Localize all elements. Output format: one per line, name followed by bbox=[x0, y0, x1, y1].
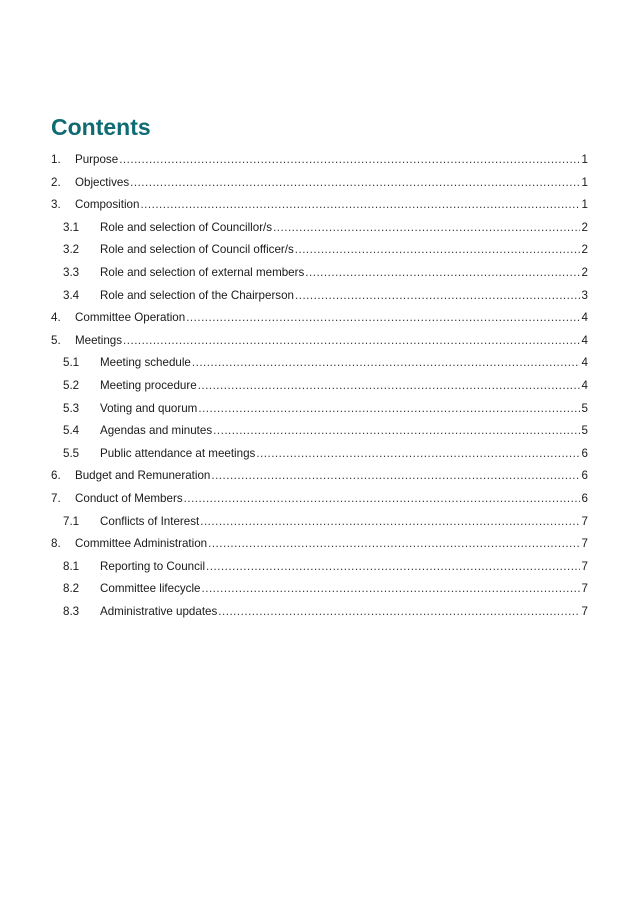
toc-subentry[interactable] bbox=[51, 262, 588, 285]
toc-entry-number: 2. bbox=[51, 175, 61, 189]
dot-leader bbox=[130, 172, 580, 195]
toc-entry[interactable] bbox=[51, 465, 588, 488]
toc-entry-number: 5.3 bbox=[63, 401, 80, 415]
toc-subentry[interactable] bbox=[51, 601, 588, 624]
toc-entry-label: Committee lifecycle bbox=[100, 582, 201, 596]
toc-entry-label: Objectives bbox=[75, 175, 130, 189]
toc-entry-page: 7 bbox=[581, 559, 588, 573]
toc-entry-label: Conflicts of Interest bbox=[100, 514, 200, 528]
toc-entry-label: Voting and quorum bbox=[100, 401, 198, 415]
toc-entry-page: 1 bbox=[581, 153, 588, 166]
toc-entry-page: 5 bbox=[581, 401, 588, 415]
toc-entry[interactable] bbox=[51, 194, 588, 217]
toc-entry-label: Role and selection of Council officer/s bbox=[100, 243, 294, 257]
toc-entry-number: 7. bbox=[51, 491, 61, 505]
toc-entry-number: 6. bbox=[51, 469, 61, 483]
dot-leader bbox=[256, 443, 580, 466]
toc-entry-page: 6 bbox=[581, 491, 588, 505]
dot-leader bbox=[192, 352, 580, 375]
toc-subentry[interactable] bbox=[51, 420, 588, 443]
toc-entry-number: 8.2 bbox=[63, 582, 80, 596]
dot-leader bbox=[206, 556, 580, 579]
dot-leader bbox=[123, 330, 580, 353]
toc-entry-label: Composition bbox=[75, 198, 140, 212]
toc-entry-number: 5.5 bbox=[63, 446, 80, 460]
toc-entry-number: 8.3 bbox=[63, 604, 80, 618]
toc-entry-page: 6 bbox=[581, 469, 588, 483]
dot-leader bbox=[184, 488, 580, 511]
toc-entry-number: 4. bbox=[51, 311, 61, 325]
toc-entry-number: 8.1 bbox=[63, 559, 80, 573]
toc-entry-page: 2 bbox=[581, 220, 588, 234]
dot-leader bbox=[198, 375, 580, 398]
toc-entry-number: 3.3 bbox=[63, 265, 80, 279]
toc-subentry[interactable] bbox=[51, 285, 588, 308]
table-of-contents bbox=[51, 149, 588, 623]
toc-subentry[interactable] bbox=[51, 398, 588, 421]
toc-entry-number: 3.4 bbox=[63, 288, 80, 302]
toc-entry-number: 5.4 bbox=[63, 424, 80, 438]
toc-entry-label: Meeting schedule bbox=[100, 356, 191, 370]
toc-subentry[interactable] bbox=[51, 578, 588, 601]
toc-entry-label: Public attendance at meetings bbox=[100, 446, 256, 460]
toc-entry[interactable] bbox=[51, 172, 588, 195]
toc-entry-page: 4 bbox=[581, 378, 588, 392]
toc-entry-page: 2 bbox=[581, 243, 588, 257]
dot-leader bbox=[273, 217, 580, 240]
toc-entry-page: 7 bbox=[581, 604, 588, 618]
toc-subentry[interactable] bbox=[51, 511, 588, 534]
toc-entry-label: Role and selection of external members bbox=[100, 265, 305, 279]
toc-entry-label: Administrative updates bbox=[100, 604, 218, 618]
toc-entry-label: Committee Administration bbox=[75, 537, 208, 551]
toc-entry[interactable] bbox=[51, 149, 588, 172]
toc-entry-number: 5.2 bbox=[63, 378, 80, 392]
toc-entry-label: Role and selection of Councillor/s bbox=[100, 220, 273, 234]
toc-entry-label: Agendas and minutes bbox=[100, 424, 213, 438]
toc-subentry[interactable] bbox=[51, 443, 588, 466]
toc-entry-number: 3.2 bbox=[63, 243, 80, 257]
toc-entry-number: 1. bbox=[51, 153, 61, 166]
dot-leader bbox=[186, 307, 580, 330]
toc-subentry[interactable] bbox=[51, 217, 588, 240]
toc-entry-label: Role and selection of the Chairperson bbox=[100, 288, 294, 302]
toc-entry-number: 3. bbox=[51, 198, 61, 212]
toc-entry-page: 1 bbox=[581, 198, 588, 212]
dot-leader bbox=[198, 398, 580, 421]
toc-entry-number: 5. bbox=[51, 333, 61, 347]
dot-leader bbox=[295, 239, 580, 262]
toc-entry-label: Meeting procedure bbox=[100, 378, 197, 392]
dot-leader bbox=[119, 149, 580, 172]
toc-entry-number: 8. bbox=[51, 537, 61, 551]
toc-entry[interactable] bbox=[51, 533, 588, 556]
toc-entry-page: 7 bbox=[581, 582, 588, 596]
toc-entry-label: Committee Operation bbox=[75, 311, 186, 325]
toc-entry-page: 7 bbox=[581, 537, 588, 551]
toc-entry-label: Conduct of Members bbox=[75, 491, 183, 505]
toc-entry-number: 3.1 bbox=[63, 220, 80, 234]
toc-entry-page: 6 bbox=[581, 446, 588, 460]
toc-entry-label: Meetings bbox=[75, 333, 123, 347]
toc-entry-number: 5.1 bbox=[63, 356, 80, 370]
dot-leader bbox=[305, 262, 580, 285]
toc-entry[interactable] bbox=[51, 330, 588, 353]
toc-entry-page: 7 bbox=[581, 514, 588, 528]
dot-leader bbox=[140, 194, 580, 217]
contents-heading: Contents bbox=[51, 114, 151, 140]
dot-leader bbox=[213, 420, 580, 443]
dot-leader bbox=[295, 285, 580, 308]
dot-leader bbox=[208, 533, 580, 556]
dot-leader bbox=[211, 465, 580, 488]
toc-entry-page: 5 bbox=[581, 424, 588, 438]
toc-entry-label: Reporting to Council bbox=[100, 559, 206, 573]
toc-entry-page: 3 bbox=[581, 288, 588, 302]
toc-entry-label: Purpose bbox=[75, 153, 119, 166]
toc-subentry[interactable] bbox=[51, 352, 588, 375]
dot-leader bbox=[218, 601, 580, 624]
toc-entry-page: 4 bbox=[581, 333, 588, 347]
toc-subentry[interactable] bbox=[51, 239, 588, 262]
toc-entry[interactable] bbox=[51, 488, 588, 511]
dot-leader bbox=[202, 578, 580, 601]
toc-entry[interactable] bbox=[51, 307, 588, 330]
toc-entry-number: 7.1 bbox=[63, 514, 80, 528]
toc-entry-page: 4 bbox=[581, 356, 588, 370]
toc-subentry[interactable] bbox=[51, 375, 588, 398]
toc-entry-page: 4 bbox=[581, 311, 588, 325]
toc-subentry[interactable] bbox=[51, 556, 588, 579]
toc-entry-page: 1 bbox=[581, 175, 588, 189]
toc-entry-page: 2 bbox=[581, 265, 588, 279]
dot-leader bbox=[200, 511, 580, 534]
toc-entry-label: Budget and Remuneration bbox=[75, 469, 211, 483]
